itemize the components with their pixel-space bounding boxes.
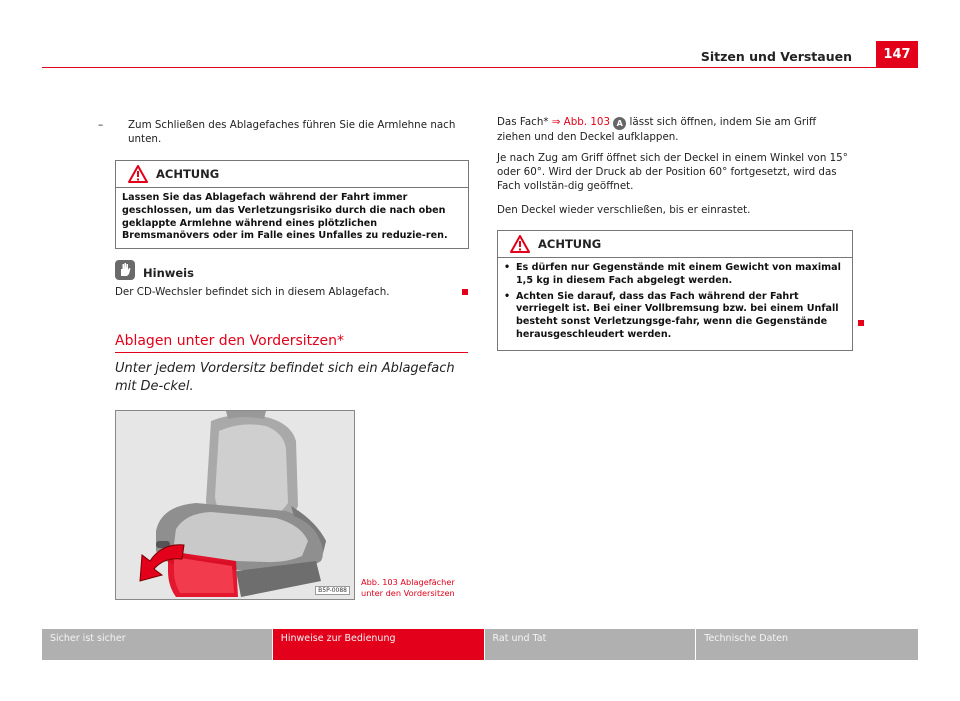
note-label: Hinweis [143,266,194,280]
figure-caption: Abb. 103 Ablagefächer unter den Vordersitzen [361,577,455,598]
figure-code: B5P-0088 [315,586,350,595]
warning-body [498,258,852,350]
warning-label: ACHTUNG [156,167,220,181]
warning-box-left [115,160,469,249]
marker-a-icon: A [613,117,626,130]
warning-header [116,161,468,188]
footer-tab-technik[interactable] [696,629,918,660]
footer-tab-label: Technische Daten [704,633,788,644]
header-divider [42,67,918,68]
paragraph-1-start: Das Fach* [497,116,552,128]
red-arrow-icon [132,539,192,587]
note-hand-icon [115,260,135,280]
page-header-title: Sitzen und Verstauen [700,49,852,64]
section-divider [115,352,468,353]
warning-header [498,231,852,258]
bullet-text: Achten Sie darauf, dass das Fach während der Fahrt verriegelt ist. Bei einer Vollbremsung bzw. bei einem Unfall besteht sonst Verletzungsge-fahr, wenn die Gegenstände herausgeschleudert werden. [516,290,839,340]
dash-item-text: Zum Schließen des Ablagefaches führen Sie die Armlehne nach unten. [128,119,456,145]
paragraph-2: Je nach Zug am Griff öffnet sich der Deckel in einem Winkel von 15° oder 60°. Wird der Druck ab der Position 60° fortgesetzt, wird das Fach vollstän-dig geöffnet. [497,152,848,192]
paragraph-3: Den Deckel wieder verschließen, bis er einrastet. [497,204,751,216]
footer-nav [42,629,918,660]
bullet-symbol: • [504,290,511,302]
figure-link[interactable]: ⇒ Abb. 103 [551,116,610,128]
section-end-marker [858,320,864,326]
warning-box-right [497,230,853,351]
warning-triangle-icon [128,165,148,183]
section-title: Ablagen unter den Vordersitzen* [115,333,344,349]
paragraph-1-end: lässt sich öffnen, indem Sie am Griff ziehen und den Deckel aufklappen. [497,116,817,143]
footer-tab-rat[interactable] [485,629,696,660]
footer-tab-label: Sicher ist sicher [50,633,126,644]
section-end-marker [462,289,468,295]
list-item [504,291,846,342]
list-item [504,262,846,288]
warning-label: ACHTUNG [538,237,602,251]
section-intro: Unter jedem Vordersitz befindet sich ein Ablagefach mit De-ckel. [115,361,455,394]
footer-tab-bedienung[interactable] [273,629,484,660]
page-number: 147 [876,41,918,68]
note-text: Der CD-Wechsler befindet sich in diesem Ablagefach. [115,286,390,298]
note-header [115,260,194,280]
bullet-text: Es dürfen nur Gegenstände mit einem Gewicht von maximal 1,5 kg in diesem Fach abgelegt werden. [516,262,841,286]
seat-figure [115,410,355,600]
footer-tab-label: Rat und Tat [492,633,547,644]
paragraph-1 [497,115,852,144]
list-dash: – [98,119,104,131]
footer-tab-label: Hinweise zur Bedienung [280,633,396,644]
warning-text: Lassen Sie das Ablagefach während der Fahrt immer geschlossen, um das Verletzungsrisiko durch die nach oben geklappte Armlehne während eines plötzlichen Bremsmanövers oder im Falle eines Unfalles zu reduzie-ren. [122,192,448,242]
bullet-symbol: • [504,262,511,273]
footer-tab-sicher[interactable] [42,629,272,660]
warning-triangle-icon [510,235,530,253]
